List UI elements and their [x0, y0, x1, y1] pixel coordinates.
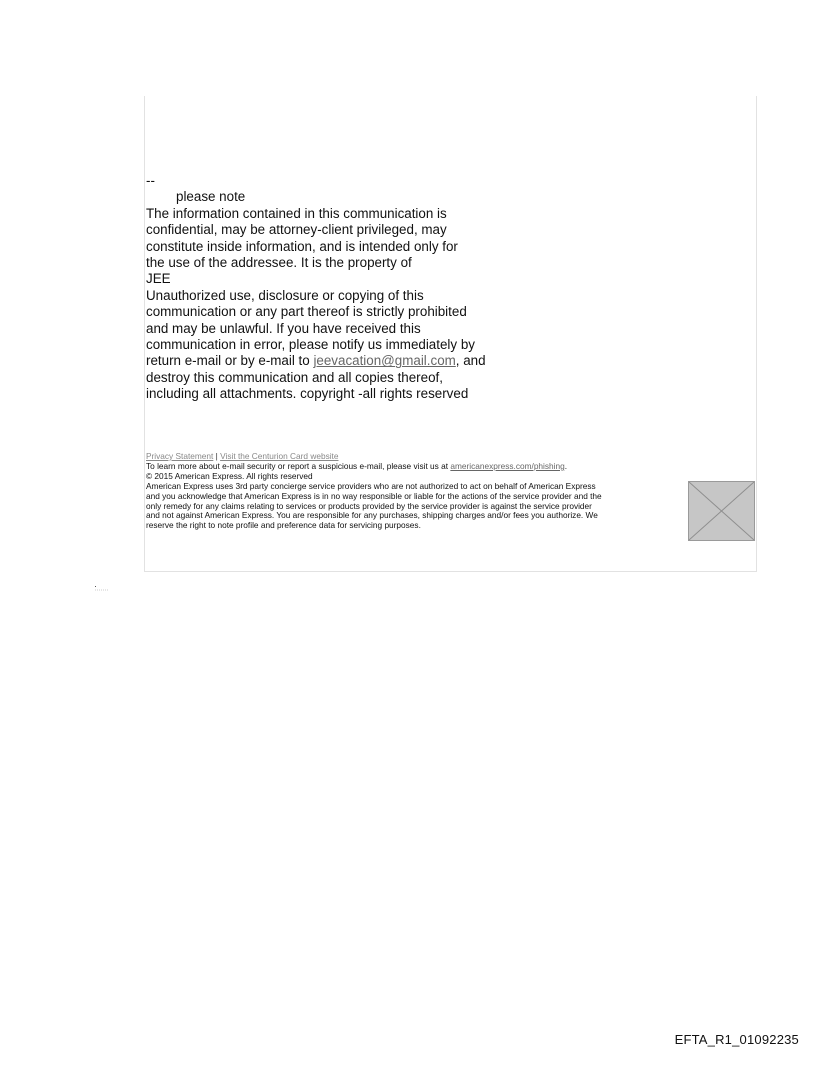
signature-line: constitute inside information, and is intended only for — [146, 238, 458, 254]
signature-line: please note — [176, 189, 246, 205]
signature-line: communication in error, please notify us immediately by — [146, 337, 475, 353]
small-artifact-icon — [94, 585, 110, 593]
signature-email-line — [146, 353, 526, 369]
disclaimer-line: and not against American Express. You are responsible for any purchases, shipping charges and/or fees you authorize. We — [146, 510, 598, 521]
footer-link-separator: | — [215, 451, 218, 461]
signature-line: communication or any part thereof is strictly prohibited — [146, 304, 467, 320]
email-signature — [146, 173, 526, 403]
document-id: EFTA_R1_01092235 — [674, 1032, 799, 1047]
signature-line: The information contained in this communication is — [146, 205, 447, 221]
signature-line: Unauthorized use, disclosure or copying of this — [146, 287, 424, 303]
signature-line: confidential, may be attorney-client privileged, may — [146, 222, 447, 238]
phishing-link[interactable]: americanexpress.com/phishing — [450, 460, 565, 471]
centurion-card-link[interactable]: Visit the Centurion Card website — [220, 451, 339, 461]
copyright-notice: © 2015 American Express. All rights reserved — [146, 470, 313, 481]
signature-line: JEE — [146, 271, 171, 287]
signature-line: including all attachments. copyright -all rights reserved — [146, 386, 469, 402]
signature-line: destroy this communication and all copies thereof, — [146, 369, 443, 385]
security-suffix: . — [564, 460, 568, 471]
privacy-statement-link[interactable]: Privacy Statement — [146, 451, 214, 461]
broken-image-placeholder-icon — [688, 481, 755, 541]
email-link[interactable]: jeevacation@gmail.com — [313, 353, 456, 369]
security-prefix: To learn more about e-mail security or report a suspicious e-mail, please visit us at — [146, 460, 451, 471]
disclaimer-line: reserve the right to note profile and preference data for servicing purposes. — [146, 520, 421, 531]
placeholder-cross-icon — [689, 482, 754, 540]
signature-separator: -- — [146, 173, 155, 188]
disclaimer-line: only remedy for any claims relating to services or products provided by the service provider is against the service provider — [146, 500, 592, 511]
email-line-prefix: return e-mail or by e-mail to — [146, 353, 314, 369]
signature-line: the use of the addressee. It is the property of — [146, 255, 412, 271]
email-line-suffix: , and — [455, 353, 486, 369]
signature-line: and may be unlawful. If you have received this — [146, 320, 421, 336]
disclaimer-line: and you acknowledge that American Express is in no way responsible or liable for the actions of the service provider and the — [146, 490, 602, 501]
disclaimer-line: American Express uses 3rd party concierge service providers who are not authorized to act on behalf of American Express — [146, 480, 596, 491]
amex-footer — [146, 452, 686, 531]
